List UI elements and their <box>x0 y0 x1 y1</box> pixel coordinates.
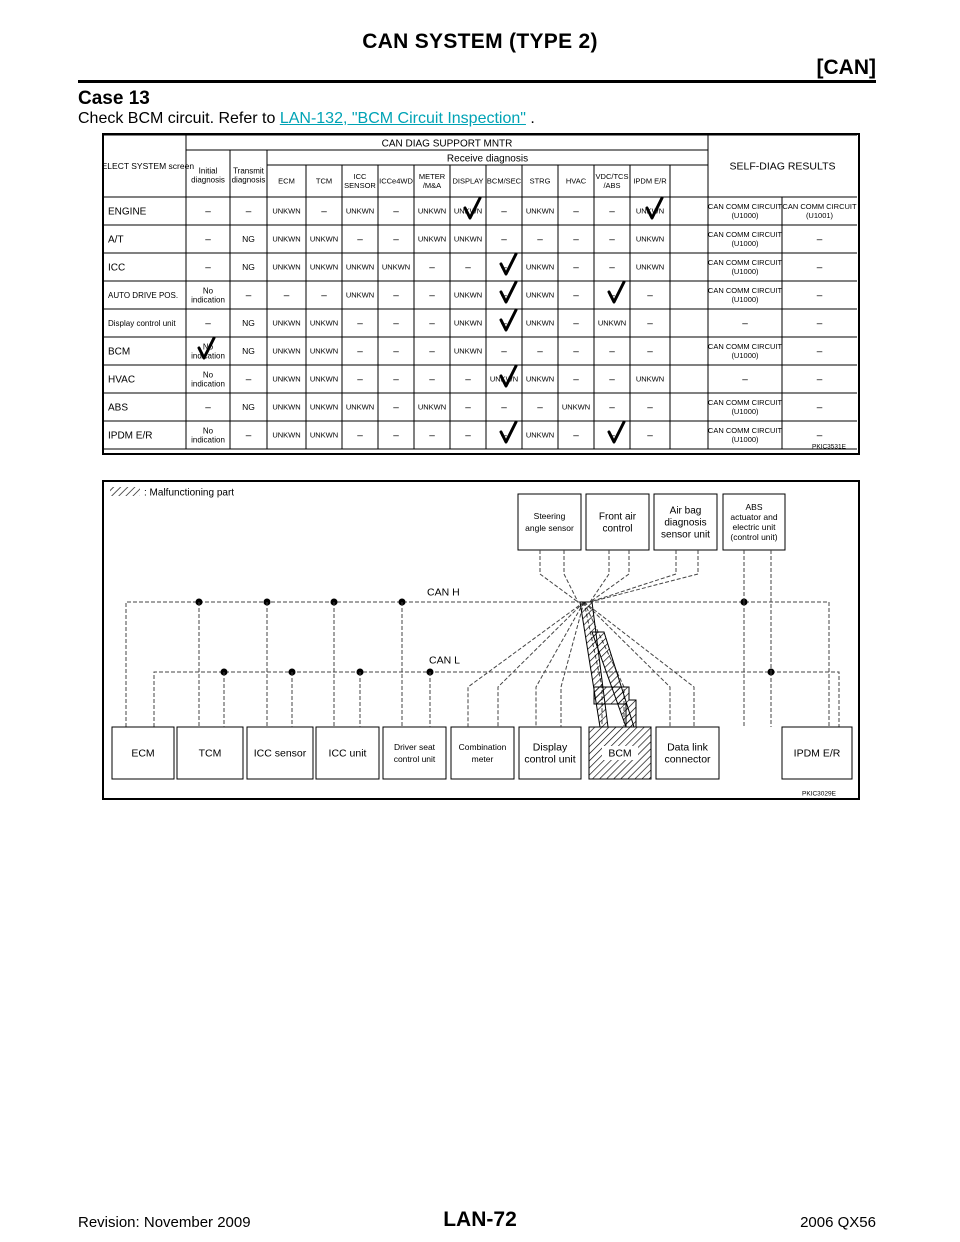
ecu-label: ECM <box>131 747 155 760</box>
receive-diagnosis-cell: UNKWN <box>635 234 665 244</box>
receive-diagnosis-cell: UNKWN <box>272 402 301 412</box>
receive-diagnosis-cell: – <box>357 430 363 442</box>
receive-diagnosis-cell: – <box>647 402 653 414</box>
ecu-label: Driver seat <box>393 741 436 752</box>
receive-diagnosis-cell: – <box>465 430 471 442</box>
instruction-text <box>78 110 535 128</box>
ecu-label: control <box>602 523 633 535</box>
initial-diagnosis-cell: No <box>202 286 214 296</box>
receive-diagnosis-cell: UNKWN <box>309 402 339 412</box>
receive-diagnosis-cell: UNKWN <box>309 234 339 244</box>
bottom-unit-wire <box>536 602 584 727</box>
case-heading: Case 13 <box>78 88 150 109</box>
receive-diagnosis-cell: – <box>501 234 507 246</box>
receive-column-header: VDC/TCS <box>595 172 629 182</box>
receive-diagnosis-cell: – <box>537 346 543 358</box>
receive-diagnosis-cell: UNKWN <box>525 290 555 300</box>
receive-column-header: ICCe4WD <box>379 176 413 186</box>
ecu-label: ABS <box>745 501 763 512</box>
receive-diagnosis-cell: – <box>647 430 653 442</box>
initial-diagnosis-cell: indication <box>191 379 225 389</box>
self-diag-result-cell: CAN COMM CIRCUIT <box>707 342 783 352</box>
receive-diagnosis-cell: – <box>465 402 471 414</box>
receive-diagnosis-cell: – <box>573 234 579 246</box>
can-diag-table-panel <box>102 133 860 455</box>
receive-diagnosis-cell: – <box>573 346 579 358</box>
can-wiring-diagram <box>104 482 858 798</box>
can-l-label: CAN L <box>429 654 460 667</box>
page-title: CAN SYSTEM (TYPE 2) <box>362 30 598 53</box>
receive-diagnosis-cell: UNKWN <box>453 206 483 216</box>
system-row-label: HVAC <box>108 374 136 386</box>
receive-diagnosis-cell: UNKWN <box>272 374 301 384</box>
receive-diagnosis-cell: UNKWN <box>272 430 301 440</box>
ecu-label: (control unit) <box>730 531 778 542</box>
receive-diagnosis-cell: – <box>609 430 615 442</box>
legend-text: : Malfunctioning part <box>144 487 235 499</box>
instruction-prefix: Check BCM circuit. Refer to <box>78 110 280 127</box>
receive-diagnosis-cell: – <box>647 346 653 358</box>
receive-diagnosis-cell: – <box>321 206 327 218</box>
receive-column-header: ECM <box>278 176 295 186</box>
ecu-label: Data link <box>667 741 708 754</box>
initial-diagnosis-cell: indication <box>191 351 225 361</box>
receive-diagnosis-cell: – <box>573 206 579 218</box>
transmit-diagnosis-cell: NG <box>242 261 255 272</box>
top-unit-wire <box>564 550 578 602</box>
receive-diagnosis-cell: UNKWN <box>417 234 447 244</box>
receive-column-header: SENSOR <box>344 181 376 191</box>
receive-diagnosis-cell: – <box>609 262 615 274</box>
self-diag-result-cell: – <box>816 346 823 358</box>
receive-diagnosis-cell: UNKWN <box>525 374 555 384</box>
receive-column-header: METER <box>418 172 446 182</box>
self-diag-result-cell: – <box>816 262 823 274</box>
receive-diagnosis-cell: – <box>573 374 579 386</box>
system-row-label: ABS <box>108 402 129 414</box>
receive-diagnosis-cell: – <box>393 346 399 358</box>
receive-diagnosis-cell: UNKWN <box>635 374 665 384</box>
transmit-diagnosis-cell: NG <box>242 317 255 328</box>
ecu-label: IPDM E/R <box>793 747 841 760</box>
header-rule <box>78 80 876 83</box>
receive-diagnosis-cell: – <box>465 262 471 274</box>
receive-diagnosis-cell: UNKWN <box>417 206 447 216</box>
system-row-label: ENGINE <box>108 206 147 218</box>
receive-column-header: BCM/SEC <box>486 176 522 186</box>
receive-diagnosis-header: Receive diagnosis <box>446 153 529 165</box>
legend-hatch-swatch <box>110 487 140 496</box>
bcm-circuit-inspection-link[interactable]: LAN-132, "BCM Circuit Inspection" <box>279 110 526 127</box>
receive-diagnosis-cell: UNKWN <box>525 206 555 216</box>
receive-diagnosis-cell: UNKWN <box>525 262 555 272</box>
transmit-diagnosis-cell: NG <box>242 401 255 412</box>
receive-diagnosis-cell: UNKWN <box>309 346 339 356</box>
receive-diagnosis-cell: – <box>393 206 399 218</box>
receive-diagnosis-cell: – <box>357 346 363 358</box>
initial-diagnosis-cell: No <box>202 370 214 380</box>
ecu-label: ICC sensor <box>253 747 307 760</box>
receive-diagnosis-cell: – <box>501 318 507 330</box>
ecu-label: Air bag <box>669 505 702 517</box>
receive-diagnosis-cell: UNKWN <box>453 346 483 356</box>
receive-column-header: HVAC <box>565 176 587 186</box>
system-row-label: Display control unit <box>108 318 176 328</box>
self-diag-result-cell: (U1000) <box>731 211 759 221</box>
receive-diagnosis-cell: – <box>321 290 327 302</box>
ecu-label: Combination <box>458 741 507 752</box>
receive-column-header: STRG <box>529 176 551 186</box>
ecu-label: control unit <box>524 753 576 766</box>
receive-diagnosis-cell: UNKWN <box>489 374 519 384</box>
self-diag-result-cell: (U1000) <box>731 407 759 417</box>
receive-diagnosis-cell: – <box>429 430 435 442</box>
receive-diagnosis-cell: – <box>501 346 507 358</box>
receive-diagnosis-cell: – <box>393 234 399 246</box>
receive-diagnosis-cell: UNKWN <box>272 234 301 244</box>
receive-diagnosis-cell: UNKWN <box>345 206 375 216</box>
receive-diagnosis-cell: UNKWN <box>453 318 483 328</box>
can-h-label: CAN H <box>427 586 460 599</box>
self-diag-result-cell: – <box>816 402 823 414</box>
receive-diagnosis-cell: – <box>573 430 579 442</box>
can-diag-support-header: CAN DIAG SUPPORT MNTR <box>381 138 513 150</box>
can-diag-table <box>104 135 858 453</box>
receive-diagnosis-cell: UNKWN <box>272 318 301 328</box>
self-diag-result-cell: (U1000) <box>731 295 759 305</box>
self-diag-result-cell: (U1000) <box>731 435 759 445</box>
initial-diagnosis-cell: – <box>205 318 211 330</box>
select-system-header: SELECT SYSTEM screen <box>104 160 195 171</box>
receive-diagnosis-cell: UNKWN <box>635 206 665 216</box>
receive-diagnosis-cell: UNKWN <box>345 262 375 272</box>
receive-diagnosis-cell: – <box>501 290 507 302</box>
transmit-diagnosis-cell: – <box>245 206 252 218</box>
receive-diagnosis-cell: – <box>283 290 290 302</box>
receive-diagnosis-cell: – <box>501 430 507 442</box>
receive-diagnosis-cell: UNKWN <box>417 402 447 412</box>
receive-diagnosis-cell: – <box>501 262 507 274</box>
receive-diagnosis-cell: UNKWN <box>309 262 339 272</box>
transmit-diagnosis-cell: NG <box>242 233 255 244</box>
receive-diagnosis-cell: – <box>393 318 399 330</box>
section-tag: [CAN] <box>816 56 876 79</box>
can-h-bus <box>126 602 829 727</box>
receive-diagnosis-cell: – <box>429 262 435 274</box>
receive-column-header: /M&A <box>422 181 442 191</box>
receive-diagnosis-cell: – <box>393 402 399 414</box>
initial-diagnosis-cell: – <box>205 206 211 218</box>
ecu-label: meter <box>471 753 494 764</box>
vehicle-model: 2006 QX56 <box>800 1214 876 1231</box>
self-diag-result-cell: (U1000) <box>731 267 759 277</box>
receive-diagnosis-cell: – <box>357 234 363 246</box>
ecu-label: TCM <box>198 747 222 760</box>
transmit-diagnosis-cell: NG <box>242 345 255 356</box>
receive-diagnosis-cell: UNKWN <box>272 346 301 356</box>
receive-column-header: DISPLAY <box>452 176 484 186</box>
receive-diagnosis-cell: – <box>429 346 435 358</box>
receive-diagnosis-cell: UNKWN <box>525 430 555 440</box>
transmit-diagnosis-cell: – <box>245 290 252 302</box>
self-diag-result-cell: – <box>816 374 823 386</box>
receive-diagnosis-cell: – <box>647 290 653 302</box>
receive-diagnosis-cell: – <box>393 430 399 442</box>
initial-diagnosis-cell: indication <box>191 435 225 445</box>
receive-diagnosis-cell: – <box>501 402 507 414</box>
top-unit-wire <box>590 550 676 602</box>
initial-diagnosis-cell: – <box>205 402 211 414</box>
self-diag-result-cell: CAN COMM CIRCUIT <box>707 230 783 240</box>
receive-diagnosis-cell: UNKWN <box>345 290 375 300</box>
receive-diagnosis-cell: – <box>429 290 435 302</box>
revision-date: Revision: November 2009 <box>78 1214 251 1231</box>
page-number: LAN-72 <box>443 1208 517 1231</box>
initial-diagnosis-header: diagnosis <box>191 175 225 185</box>
ecu-label: diagnosis <box>664 517 707 529</box>
receive-diagnosis-cell: – <box>537 234 543 246</box>
system-row-label: A/T <box>108 234 124 246</box>
initial-diagnosis-cell: indication <box>191 295 225 305</box>
self-diag-result-cell: – <box>816 234 823 246</box>
system-row-label: AUTO DRIVE POS. <box>108 290 179 300</box>
transmit-diagnosis-header: Transmit <box>233 166 264 176</box>
initial-diagnosis-cell: No <box>202 342 214 352</box>
receive-diagnosis-cell: UNKWN <box>453 290 483 300</box>
system-row-label: IPDM E/R <box>108 430 153 442</box>
can-l-bus <box>154 672 839 727</box>
receive-diagnosis-cell: UNKWN <box>309 318 339 328</box>
receive-diagnosis-cell: – <box>357 374 363 386</box>
bottom-unit-wire <box>468 602 584 727</box>
top-unit-wire <box>590 550 698 602</box>
receive-diagnosis-cell: – <box>647 318 653 330</box>
receive-diagnosis-cell: UNKWN <box>381 262 411 272</box>
receive-diagnosis-cell: – <box>393 374 399 386</box>
ecu-label: ICC unit <box>328 747 367 760</box>
self-diag-result-cell: CAN COMM CIRCUIT <box>707 286 783 296</box>
receive-diagnosis-cell: UNKWN <box>272 206 301 216</box>
diagram-figure-code: PKIC3029E <box>802 790 836 798</box>
receive-column-header: TCM <box>315 176 333 186</box>
self-diag-result-cell: – <box>742 318 748 330</box>
self-diag-result-cell: (U1001) <box>805 211 834 221</box>
receive-diagnosis-cell: – <box>609 206 615 218</box>
receive-column-header: IPDM E/R <box>633 176 667 186</box>
receive-diagnosis-cell: – <box>393 290 399 302</box>
self-diag-result-cell: CAN COMM CIRCUIT <box>707 426 783 436</box>
receive-diagnosis-cell: – <box>609 374 615 386</box>
bottom-unit-wire <box>498 602 584 727</box>
receive-diagnosis-cell: UNKWN <box>635 262 665 272</box>
receive-diagnosis-cell: – <box>429 374 435 386</box>
receive-diagnosis-cell: – <box>537 402 543 414</box>
receive-diagnosis-cell: – <box>609 402 615 414</box>
top-unit-wire <box>540 550 578 602</box>
self-diag-result-cell: CAN COMM CIRCUIT <box>782 202 857 212</box>
table-figure-code: PKIC3531E <box>812 443 846 451</box>
ecu-label: angle sensor <box>525 522 574 533</box>
receive-diagnosis-cell: UNKWN <box>525 318 555 328</box>
receive-diagnosis-cell: UNKWN <box>345 402 375 412</box>
receive-diagnosis-cell: UNKWN <box>453 234 483 244</box>
self-diag-result-cell: – <box>742 374 748 386</box>
self-diag-result-cell: (U1000) <box>731 351 759 361</box>
receive-diagnosis-cell: UNKWN <box>272 262 301 272</box>
receive-diagnosis-cell: – <box>573 318 579 330</box>
ecu-label: Display <box>532 741 568 754</box>
can-wiring-diagram-panel <box>102 480 860 800</box>
ecu-label: sensor unit <box>661 529 710 541</box>
receive-diagnosis-cell: – <box>501 206 507 218</box>
transmit-diagnosis-cell: – <box>245 374 252 386</box>
self-diag-result-cell: CAN COMM CIRCUIT <box>707 258 783 268</box>
receive-diagnosis-cell: – <box>609 290 615 302</box>
ecu-label: electric unit <box>732 521 776 532</box>
ecu-label: BCM <box>608 747 632 760</box>
receive-diagnosis-cell: UNKWN <box>561 402 591 412</box>
ecu-label: Steering <box>533 510 566 521</box>
self-diag-result-cell: – <box>816 430 823 442</box>
receive-diagnosis-cell: – <box>465 374 471 386</box>
ecu-label: Front air <box>598 511 637 523</box>
system-row-label: ICC <box>108 262 126 274</box>
receive-diagnosis-cell: – <box>357 318 363 330</box>
self-diag-result-cell: CAN COMM CIRCUIT <box>707 398 783 408</box>
initial-diagnosis-cell: No <box>202 426 214 436</box>
receive-diagnosis-cell: – <box>573 290 579 302</box>
self-diag-results-header: SELF-DIAG RESULTS <box>729 160 836 173</box>
receive-diagnosis-cell: – <box>609 234 615 246</box>
initial-diagnosis-cell: – <box>205 262 211 274</box>
ecu-label: connector <box>664 753 711 766</box>
system-row-label: BCM <box>108 346 131 358</box>
transmit-diagnosis-header: diagnosis <box>231 175 266 185</box>
self-diag-result-cell: (U1000) <box>731 239 759 249</box>
top-unit-wire <box>590 550 609 602</box>
receive-diagnosis-cell: UNKWN <box>309 374 339 384</box>
receive-column-header: ICC <box>353 172 367 182</box>
receive-diagnosis-cell: – <box>429 318 435 330</box>
instruction-suffix: . <box>525 110 535 127</box>
self-diag-result-cell: CAN COMM CIRCUIT <box>707 202 783 212</box>
initial-diagnosis-cell: – <box>205 234 211 246</box>
receive-diagnosis-cell: UNKWN <box>309 430 339 440</box>
ecu-label: control unit <box>393 753 436 764</box>
initial-diagnosis-header: Initial <box>198 166 218 176</box>
receive-diagnosis-cell: UNKWN <box>597 318 627 328</box>
self-diag-result-cell: – <box>816 318 823 330</box>
self-diag-result-cell: – <box>816 290 823 302</box>
receive-diagnosis-cell: – <box>573 262 579 274</box>
receive-column-header: /ABS <box>603 181 621 191</box>
receive-diagnosis-cell: – <box>609 346 615 358</box>
transmit-diagnosis-cell: – <box>245 430 252 442</box>
ecu-label: actuator and <box>730 511 778 522</box>
